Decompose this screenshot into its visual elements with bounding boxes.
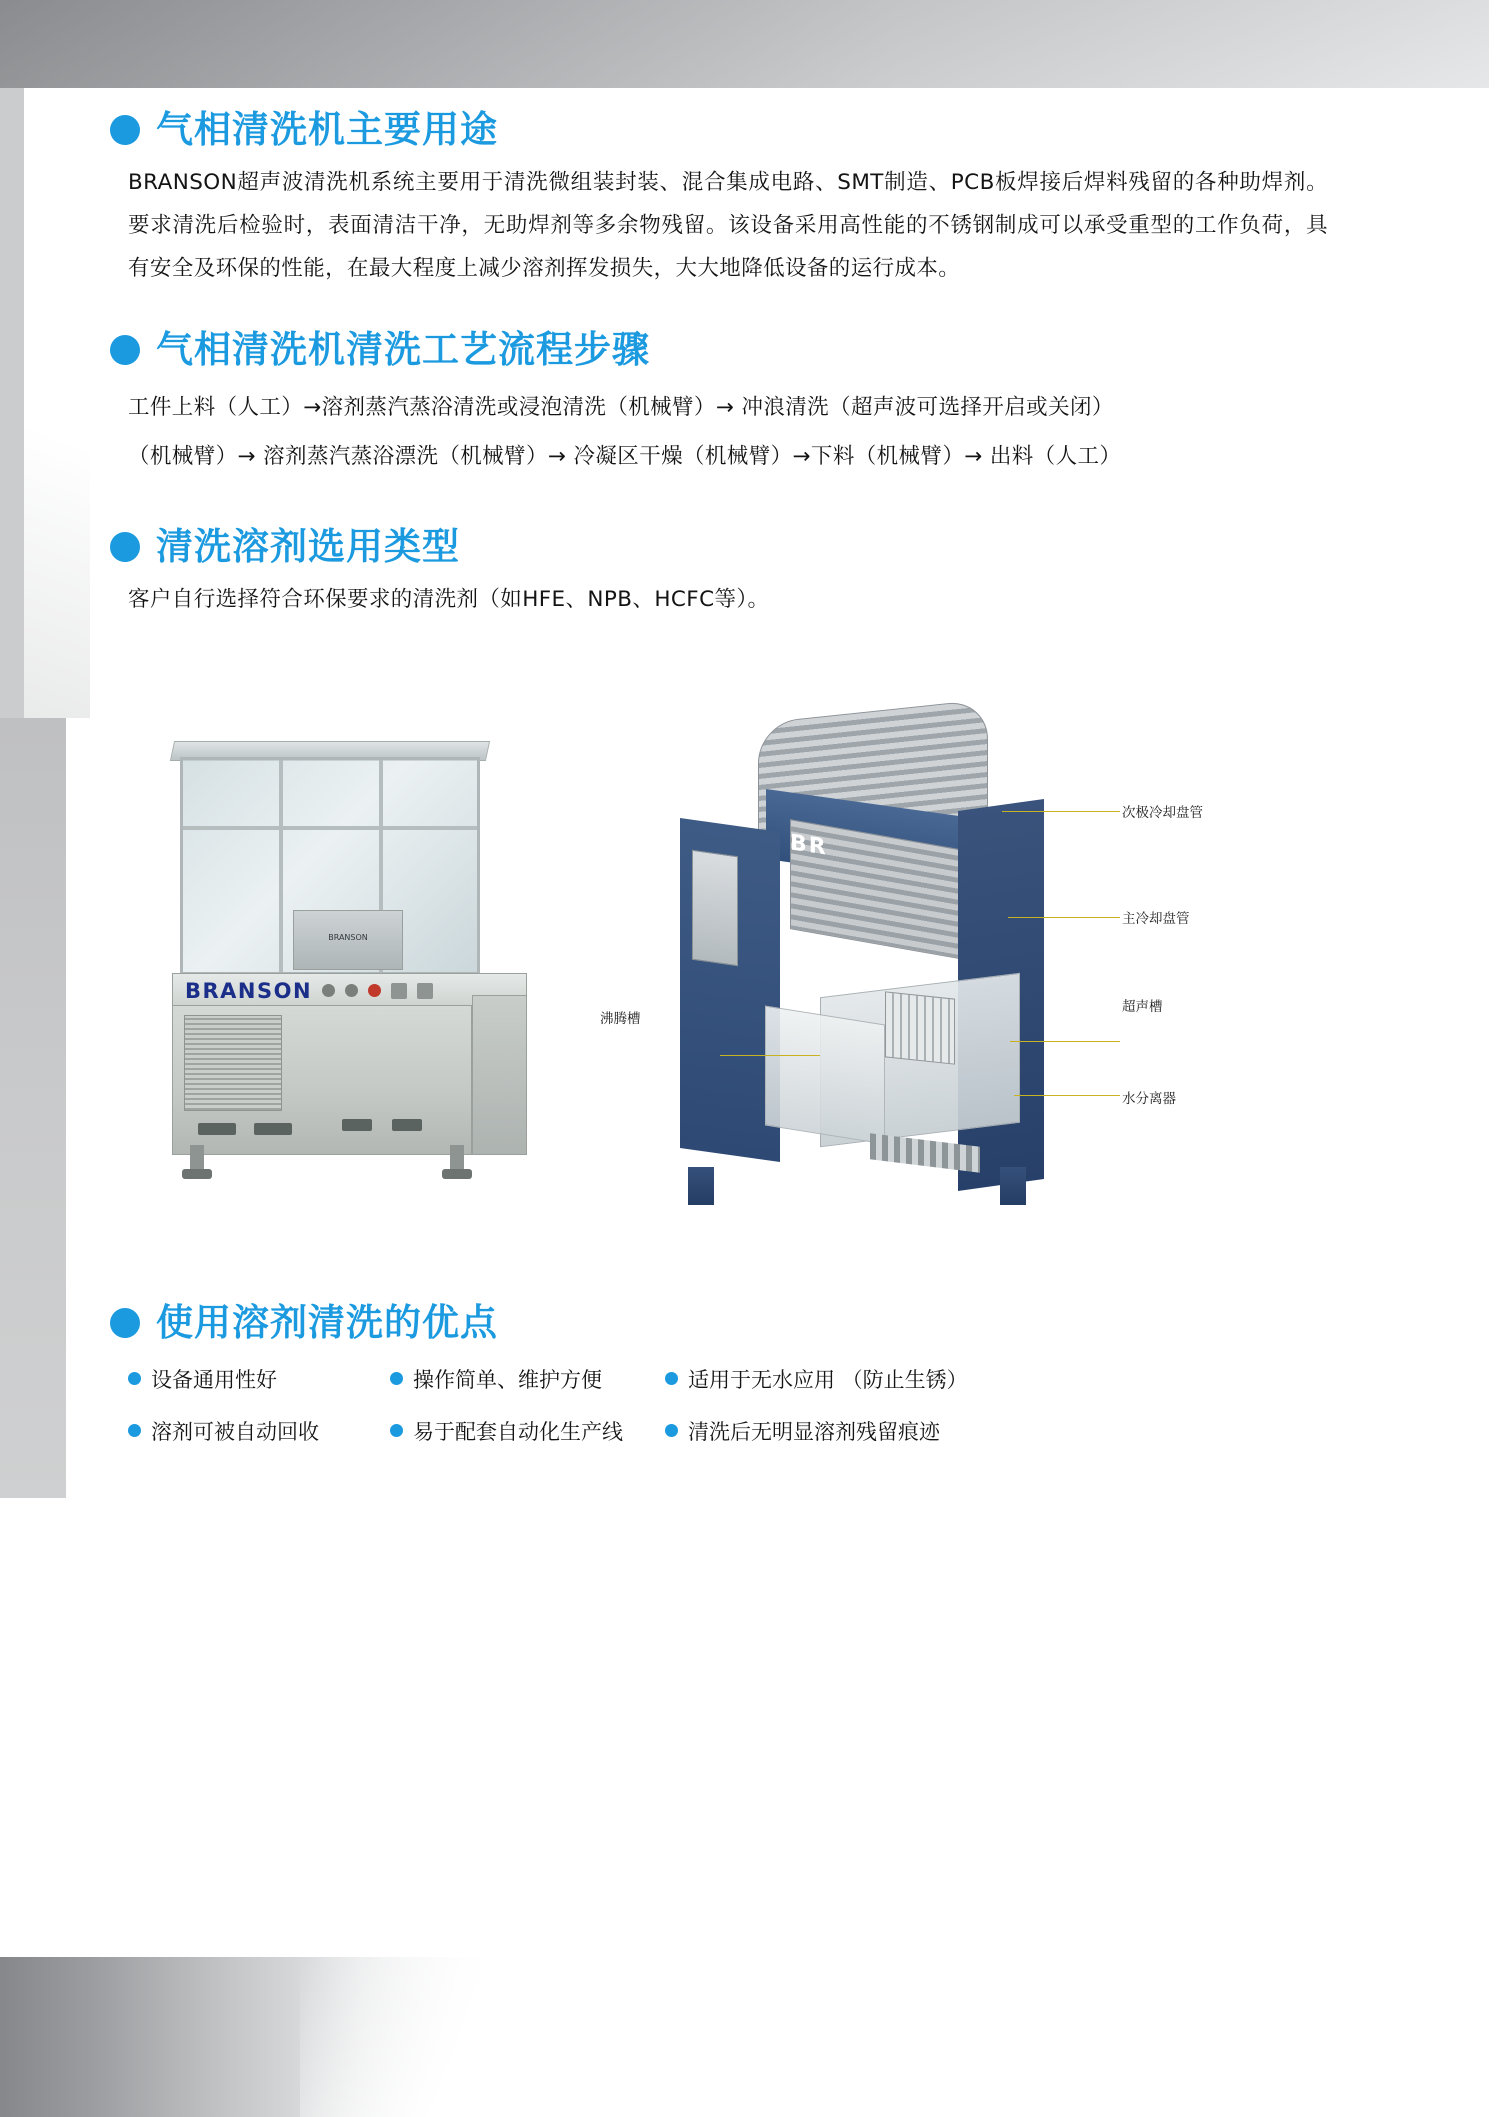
callout-ultrasonic-tank: 超声槽 <box>1122 998 1163 1015</box>
section-process-heading <box>110 327 1400 371</box>
section-purpose-title: 气相清洗机主要用途 <box>156 108 498 151</box>
cutaway-leg <box>1000 1167 1026 1205</box>
section-solvent <box>90 527 1400 621</box>
bullet-icon <box>110 335 140 365</box>
process-flow-line-1: 工件上料（人工）→溶剂蒸汽蒸浴清洗或浸泡清洗（机械臂）→ 冲浪清洗（超声波可选择开启或关闭） <box>128 395 1114 421</box>
glass-rail <box>183 826 477 830</box>
cutaway-body <box>670 685 1090 1205</box>
section-purpose-heading <box>110 110 1400 151</box>
left-edge-strip <box>0 88 24 718</box>
control-button-icon <box>417 983 433 999</box>
list-item <box>128 1364 390 1394</box>
bottom-strip-fade <box>300 1957 560 2117</box>
cutaway-brand-logo: BR <box>790 830 828 861</box>
list-item <box>665 1364 968 1394</box>
callout-leader-line <box>1010 1041 1120 1042</box>
advantage-label: 操作简单、维护方便 <box>413 1367 602 1392</box>
advantage-label: 清洗后无明显溶剂残留痕迹 <box>688 1419 940 1444</box>
glass-mullion <box>279 760 283 972</box>
list-item <box>390 1416 665 1446</box>
machine-glass-enclosure <box>180 757 480 975</box>
control-knob-icon <box>345 984 358 997</box>
machine-foot <box>182 1169 212 1179</box>
left-grey-block <box>0 718 66 1498</box>
control-button-icon <box>391 983 407 999</box>
advantages-row <box>128 1416 1308 1446</box>
callout-main-cooling-coil: 主冷却盘管 <box>1122 910 1190 927</box>
machine-foot <box>442 1169 472 1179</box>
callout-secondary-cooling-coil: 次极冷却盘管 <box>1122 804 1203 821</box>
water-separator-grid <box>885 991 955 1064</box>
cutaway-control-panel <box>692 850 738 966</box>
list-item <box>665 1416 940 1446</box>
callout-leader-line <box>1014 1095 1120 1096</box>
callout-water-separator: 水分离器 <box>1122 1090 1176 1107</box>
right-edge-strip <box>1489 0 1497 2117</box>
bullet-icon <box>665 1424 678 1437</box>
bullet-icon <box>390 1372 403 1385</box>
figure-group <box>90 655 1400 1275</box>
list-item <box>128 1416 390 1446</box>
section-purpose-paragraph: BRANSON超声波清洗机系统主要用于清洗微组装封装、混合集成电路、SMT制造、PCB板焊接后焊料残留的各种助焊剂。要求清洗后检验时，表面清洁干净，无助焊剂等多余物残留。该设备采用高性能的不锈钢制成可以承受重型的工作负荷，具有安全及环保的性能，在最大程度上减少溶剂挥发损失，大大地降低设备的运行成本。 <box>128 169 1328 281</box>
section-process-title: 气相清洗机清洗工艺流程步骤 <box>156 327 650 371</box>
section-advantages-heading <box>110 1300 1400 1344</box>
top-decorative-bar <box>0 0 1497 88</box>
bullet-icon <box>110 115 140 145</box>
callout-leader-line <box>720 1055 820 1056</box>
advantage-label: 设备通用性好 <box>151 1367 277 1392</box>
section-solvent-paragraph: 客户自行选择符合环保要求的清洗剂（如HFE、NPB、HCFC等）。 <box>128 586 770 612</box>
advantages-row <box>128 1364 1308 1394</box>
section-purpose <box>90 110 1400 290</box>
machine-vent-slot <box>254 1123 292 1135</box>
advantage-label: 易于配套自动化生产线 <box>413 1419 623 1444</box>
machine-vent-grill <box>184 1015 282 1111</box>
left-diagonal-accent <box>24 88 90 718</box>
machine-vent-slot <box>392 1119 422 1131</box>
bullet-icon <box>110 532 140 562</box>
advantages-list <box>128 1364 1308 1446</box>
bullet-icon <box>128 1372 141 1385</box>
control-knob-icon <box>322 984 335 997</box>
machine-inner-module <box>293 910 403 970</box>
section-process <box>90 327 1400 481</box>
list-item <box>390 1364 665 1394</box>
section-advantages <box>90 1300 1400 1446</box>
process-flow-line-2: （机械臂）→ 溶剂蒸汽蒸浴漂洗（机械臂）→ 冷凝区干燥（机械臂）→下料（机械臂）→ 出料（人工） <box>128 443 1122 469</box>
machine-vent-slot <box>342 1119 372 1131</box>
machine-inner-label: BRANSON <box>328 932 368 942</box>
section-solvent-heading <box>110 527 1400 568</box>
cutaway-illustration <box>600 655 1203 1275</box>
bullet-icon <box>110 1308 140 1338</box>
machine-brand-logo: BRANSON <box>185 978 313 1003</box>
top-bar-gradient <box>0 0 1497 88</box>
emergency-stop-icon <box>368 984 381 997</box>
callout-leader-line <box>1008 917 1120 918</box>
advantage-label: 溶剂可被自动回收 <box>151 1419 319 1444</box>
boiling-tank <box>765 1005 885 1144</box>
bullet-icon <box>665 1372 678 1385</box>
bottom-decorative-strip <box>0 1957 500 2117</box>
page-content <box>90 110 1400 1480</box>
callout-leader-line <box>1002 811 1120 812</box>
advantage-label: 适用于无水应用 （防止生锈） <box>688 1367 968 1392</box>
machine-photo <box>150 715 540 1175</box>
cutaway-leg <box>688 1167 714 1205</box>
section-advantages-title: 使用溶剂清洗的优点 <box>156 1300 498 1344</box>
machine-vent-slot <box>198 1123 236 1135</box>
machine-side-cabinet <box>472 995 527 1155</box>
callout-boiling-tank: 沸腾槽 <box>600 1010 641 1027</box>
bullet-icon <box>128 1424 141 1437</box>
section-solvent-title: 清洗溶剂选用类型 <box>156 525 460 569</box>
bullet-icon <box>390 1424 403 1437</box>
